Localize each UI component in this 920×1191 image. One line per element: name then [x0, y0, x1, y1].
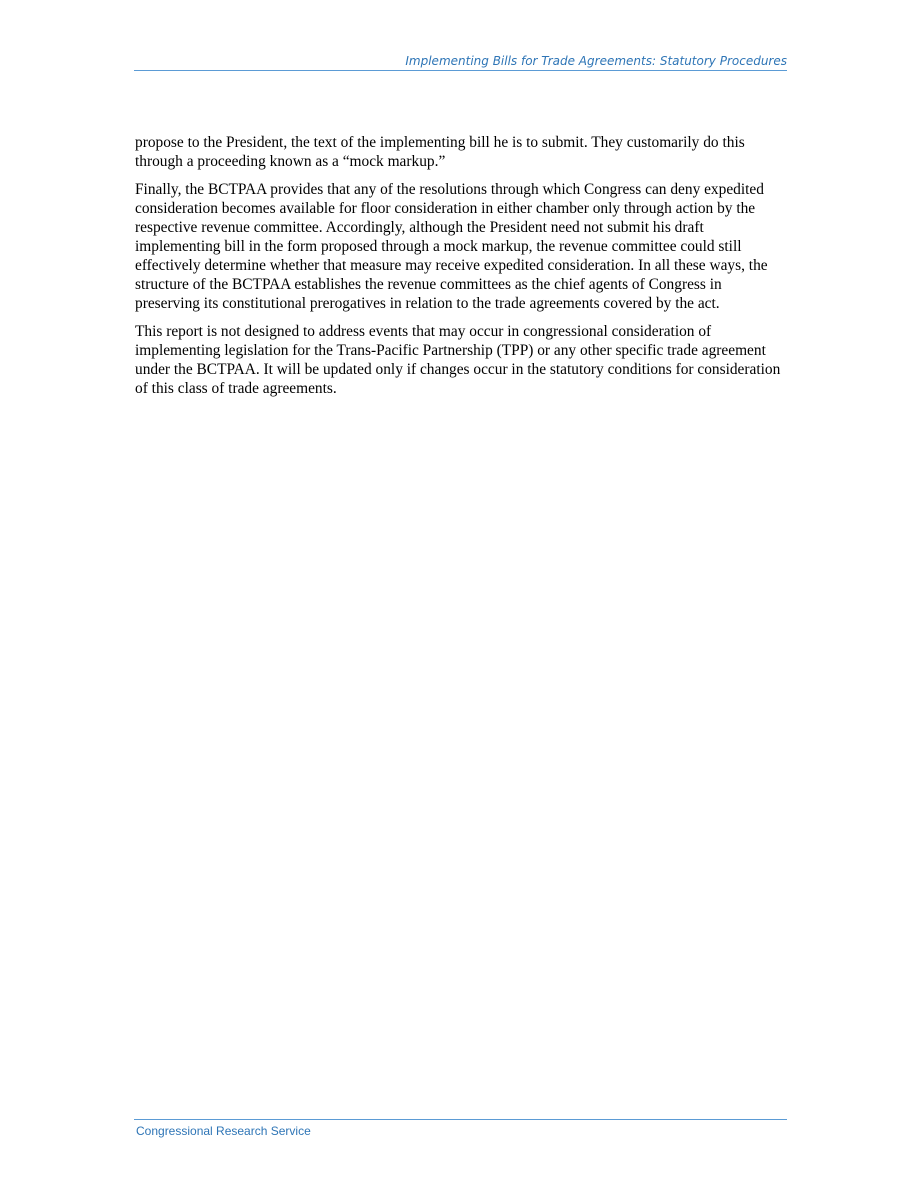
running-header: [134, 52, 787, 71]
running-footer: [134, 1119, 787, 1139]
body-paragraph: This report is not designed to address events that may occur in congressional consideration of implementing legislation for the Trans-Pacific Partnership (TPP) or any other specific trade agreement under the BCTPAA. It will be updated only if changes occur in the statutory conditions for consideration of this class of trade agreements.: [135, 323, 781, 397]
report-body: [135, 133, 790, 407]
body-paragraph: propose to the President, the text of the implementing bill he is to submit. They customarily do this through a proceeding known as a “mock markup.”: [135, 134, 745, 170]
footer-publisher-label: Congressional Research Service: [136, 1124, 311, 1138]
running-header-title: Implementing Bills for Trade Agreements: Statutory Procedures: [405, 54, 787, 68]
body-paragraph: Finally, the BCTPAA provides that any of the resolutions through which Congress can deny expedited consideration becomes available for floor consideration in either chamber only through action by the respective revenue committee. Accordingly, although the President need not submit his draft implementing bill in the form proposed through a mock markup, the revenue committee could still effectively determine whether that measure may receive expedited consideration. In all these ways, the structure of the BCTPAA establishes the revenue committees as the chief agents of Congress in preserving its constitutional prerogatives in relation to the trade agreements covered by the act.: [135, 181, 768, 312]
